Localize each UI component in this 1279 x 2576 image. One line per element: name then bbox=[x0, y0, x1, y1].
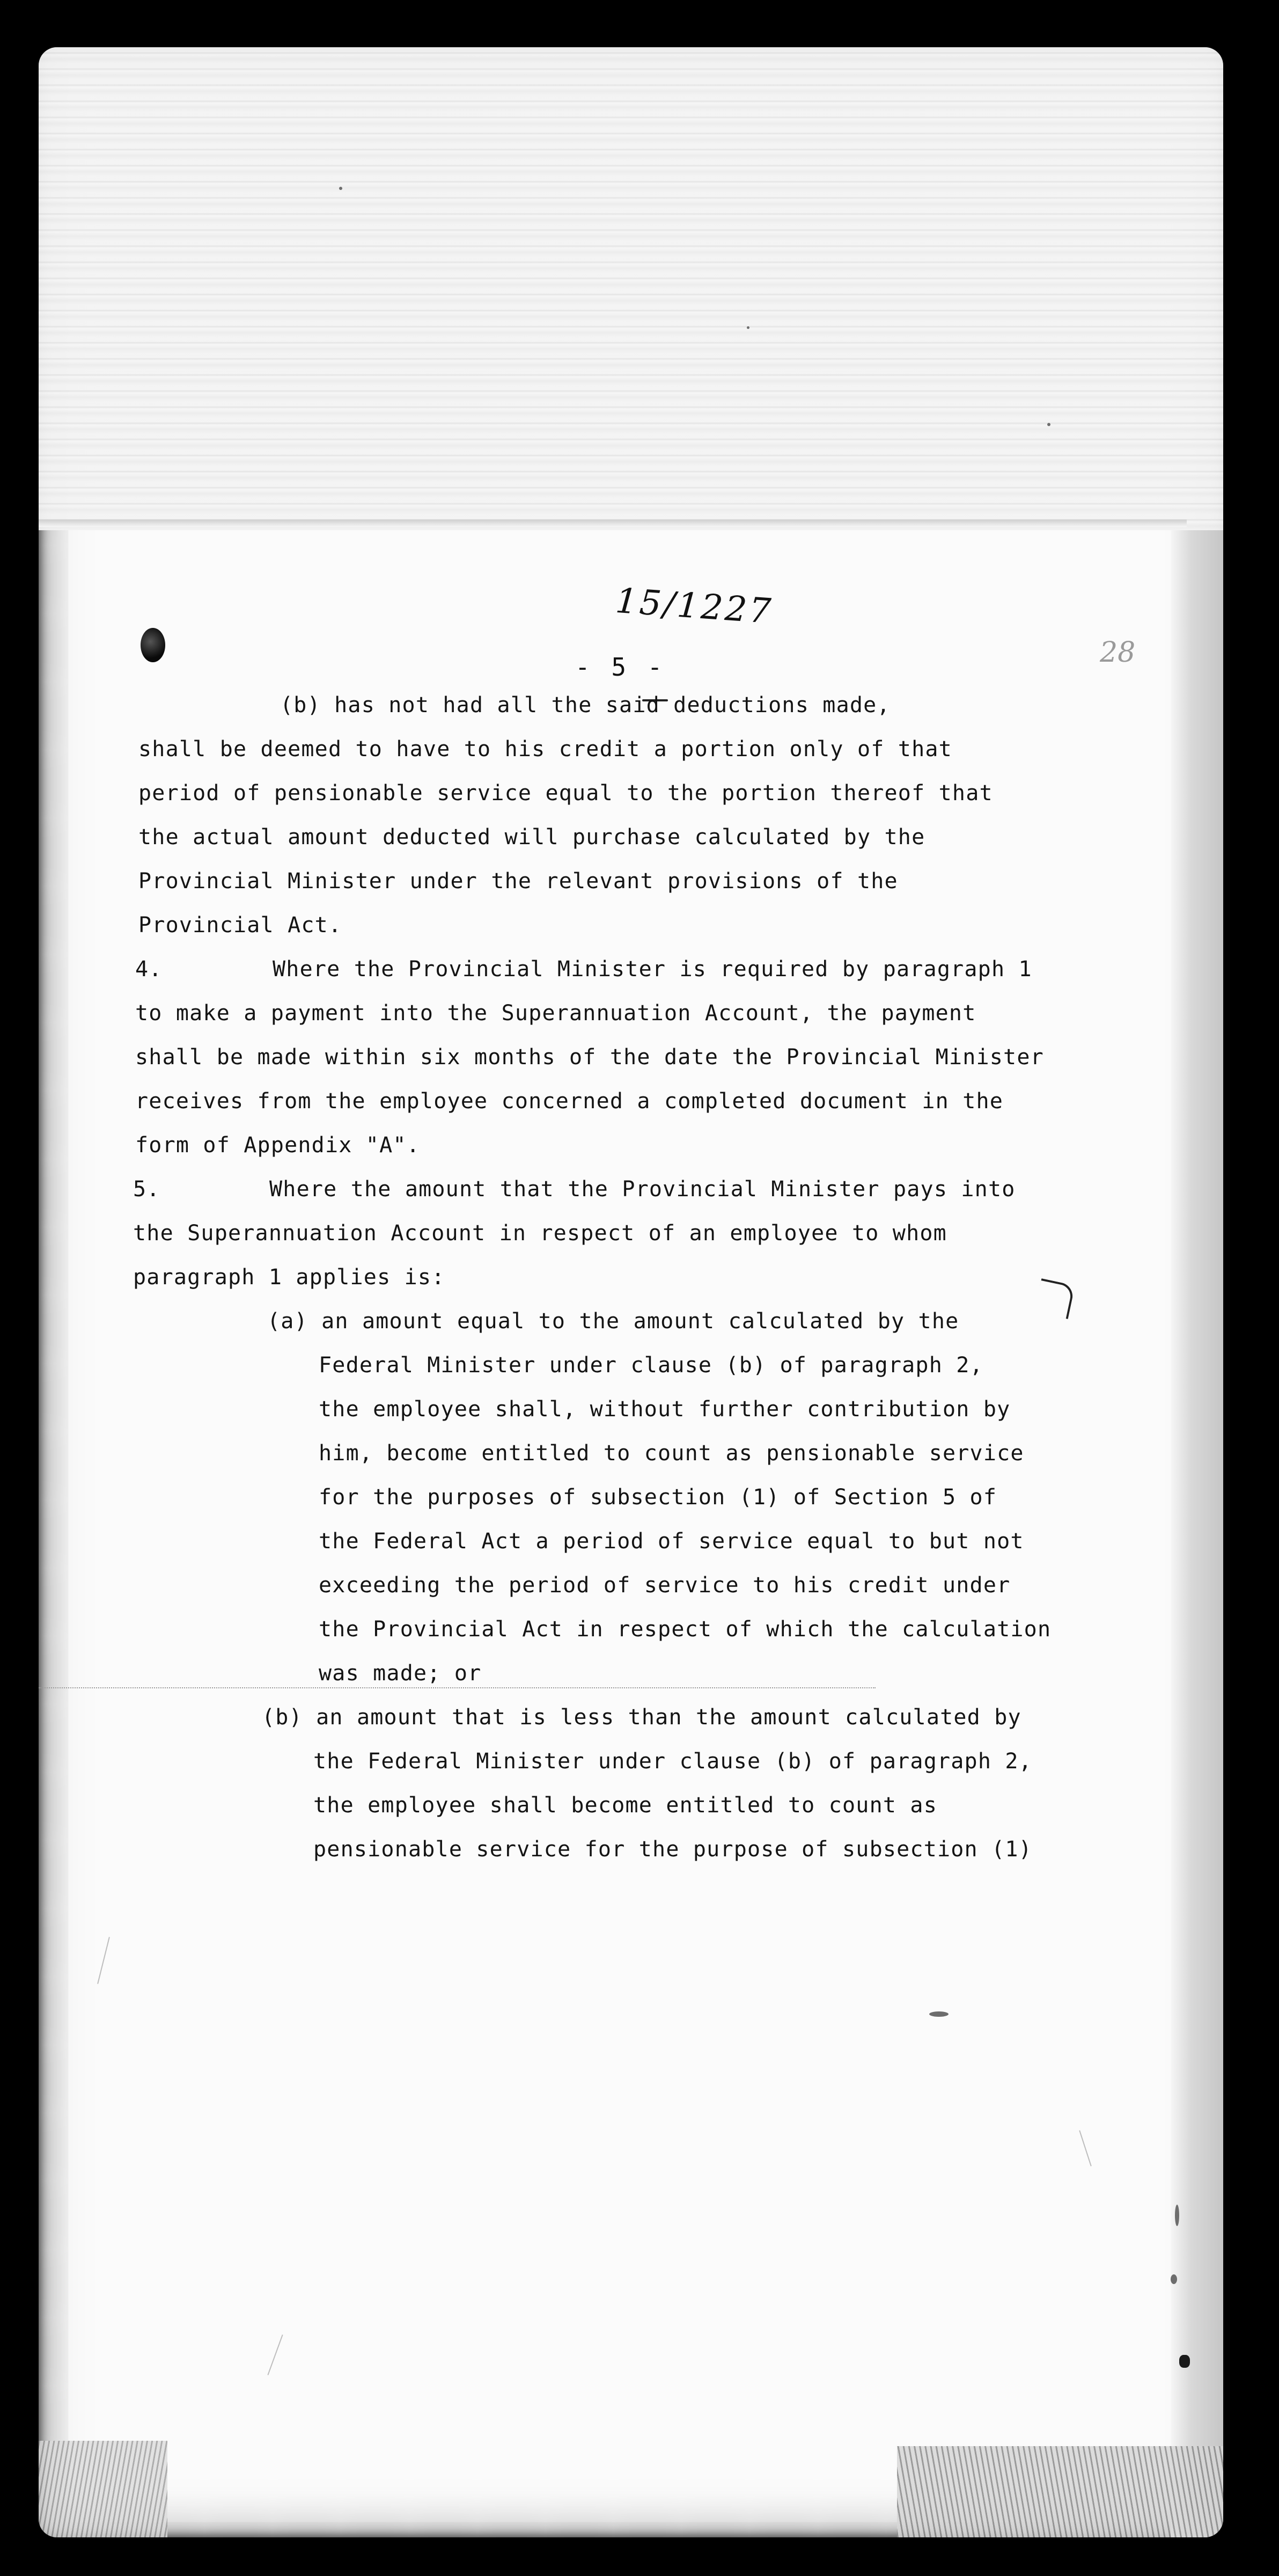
speck bbox=[339, 187, 342, 190]
sheet-right-edge bbox=[1171, 530, 1223, 2537]
text-line: him, become entitled to count as pensionable service bbox=[319, 1441, 1024, 1466]
text-line: the employee shall become entitled to count as bbox=[313, 1793, 937, 1818]
text-line: receives from the employee concerned a completed document in the bbox=[135, 1089, 1004, 1114]
scratch bbox=[1079, 2130, 1092, 2166]
text-line: the Federal Act a period of service equal to but not bbox=[319, 1529, 1024, 1554]
text-line: the Provincial Act in respect of which the calculation bbox=[319, 1617, 1052, 1642]
scan-artifact-bottom-right bbox=[897, 2446, 1223, 2537]
sheet-top-edge bbox=[39, 519, 1187, 527]
speck bbox=[1175, 2205, 1179, 2226]
scan-banding bbox=[39, 47, 1223, 530]
text-line: the actual amount deducted will purchase calculated by the bbox=[138, 825, 925, 850]
speck bbox=[1171, 2274, 1177, 2284]
document-page bbox=[39, 47, 1223, 2537]
text-line: Where the amount that the Provincial Minister pays into bbox=[269, 1177, 1016, 1202]
text-line: shall be deemed to have to his credit a portion only of that bbox=[138, 737, 952, 762]
punch-hole bbox=[141, 628, 165, 662]
text-line: Provincial Minister under the relevant provisions of the bbox=[138, 869, 898, 894]
paragraph-number: 5. bbox=[133, 1177, 160, 1202]
paragraph-number: 4. bbox=[135, 957, 163, 982]
scratch bbox=[97, 1937, 110, 1984]
speck bbox=[1047, 423, 1050, 426]
text-line: Where the Provincial Minister is required by paragraph 1 bbox=[273, 957, 1032, 982]
text-line: (b) has not had all the said deductions made, bbox=[280, 693, 891, 718]
scan-artifact-line bbox=[39, 1687, 876, 1688]
scan-artifact-bottom-left bbox=[39, 2441, 167, 2537]
text-line: paragraph 1 applies is: bbox=[133, 1265, 445, 1290]
scratch bbox=[267, 2334, 283, 2375]
page-number: - 5 - bbox=[575, 653, 666, 682]
text-line: pensionable service for the purpose of subsection (1) bbox=[313, 1837, 1032, 1862]
ink-blot bbox=[1179, 2355, 1190, 2368]
text-line: shall be made within six months of the date the Provincial Minister bbox=[135, 1045, 1044, 1070]
handwritten-file-number: 15/1227 bbox=[614, 581, 775, 632]
text-line: was made; or bbox=[319, 1661, 482, 1686]
text-line: the Federal Minister under clause (b) of paragraph 2, bbox=[313, 1749, 1032, 1774]
text-line: the employee shall, without further contribution by bbox=[319, 1397, 1011, 1422]
handwritten-margin-mark bbox=[1034, 1278, 1075, 1319]
speck bbox=[929, 2011, 949, 2017]
text-line: Federal Minister under clause (b) of paragraph 2, bbox=[319, 1353, 983, 1378]
text-line: exceeding the period of service to his credit under bbox=[319, 1573, 1011, 1598]
text-line: form of Appendix "A". bbox=[135, 1133, 420, 1158]
text-line: to make a payment into the Superannuation Account, the payment bbox=[135, 1001, 976, 1026]
text-line: (a) an amount equal to the amount calculated by the bbox=[267, 1309, 959, 1334]
text-line: the Superannuation Account in respect of an employee to whom bbox=[133, 1221, 947, 1246]
text-line: for the purposes of subsection (1) of Section 5 of bbox=[319, 1485, 997, 1510]
speck bbox=[747, 326, 749, 329]
stamped-page-number: 28 bbox=[1100, 636, 1136, 669]
text-line: (b) an amount that is less than the amount calculated by bbox=[262, 1705, 1021, 1730]
text-line: period of pensionable service equal to the portion thereof that bbox=[138, 781, 993, 806]
text-line: Provincial Act. bbox=[138, 913, 342, 938]
